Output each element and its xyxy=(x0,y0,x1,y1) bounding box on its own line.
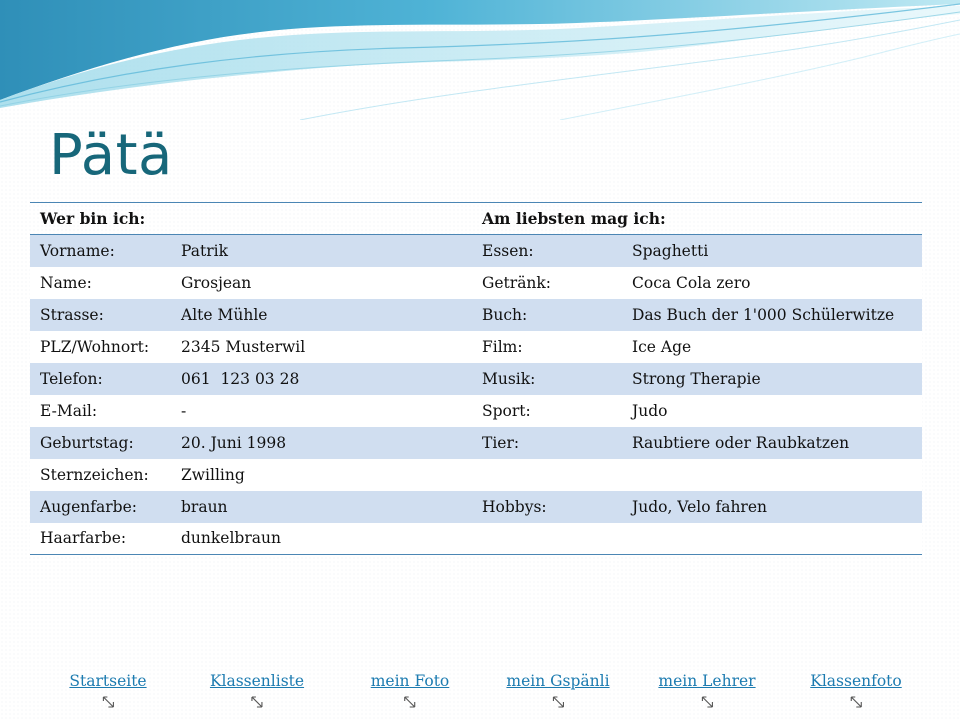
row-value-left: braun xyxy=(171,491,472,523)
row-label-right: Essen: xyxy=(472,235,622,267)
row-label-left: E-Mail: xyxy=(30,395,171,427)
row-label-right: Sport: xyxy=(472,395,622,427)
nav-link-label: mein Foto xyxy=(370,672,450,690)
row-label-right: Buch: xyxy=(472,299,622,331)
table-row xyxy=(30,235,922,267)
profile-table xyxy=(30,202,922,555)
pointer-arrow-icon xyxy=(849,695,863,709)
table-row xyxy=(30,267,922,299)
row-value-left: - xyxy=(171,395,472,427)
nav-link-label: mein Lehrer xyxy=(658,672,756,690)
nav-link-label: mein Gspänli xyxy=(506,672,610,690)
row-label-left: Augenfarbe: xyxy=(30,491,171,523)
header-who-am-i: Wer bin ich: xyxy=(30,203,472,235)
row-label-left: Geburtstag: xyxy=(30,427,171,459)
table-row xyxy=(30,331,922,363)
row-label-left: Telefon: xyxy=(30,363,171,395)
nav-link-klassenliste[interactable] xyxy=(210,670,304,709)
row-value-left: 2345 Musterwil xyxy=(171,331,472,363)
table-row xyxy=(30,363,922,395)
row-value-left: 20. Juni 1998 xyxy=(171,427,472,459)
header-wave-decoration xyxy=(0,0,960,120)
row-label-left: Vorname: xyxy=(30,235,171,267)
row-label-left: Haarfarbe: xyxy=(30,523,171,555)
pointer-arrow-icon xyxy=(250,695,264,709)
row-label-left: PLZ/Wohnort: xyxy=(30,331,171,363)
footer-navigation xyxy=(0,670,960,720)
row-label-right: Musik: xyxy=(472,363,622,395)
row-value-left: Patrik xyxy=(171,235,472,267)
nav-link-label: Klassenliste xyxy=(209,672,305,690)
row-label-right xyxy=(472,459,622,491)
table-header-row xyxy=(30,203,922,235)
table-row xyxy=(30,459,922,491)
row-label-right: Getränk: xyxy=(472,267,622,299)
row-value-left: Zwilling xyxy=(171,459,472,491)
nav-link-mein-lehrer[interactable] xyxy=(658,670,755,709)
pointer-arrow-icon xyxy=(551,695,565,709)
row-value-right: Coca Cola zero xyxy=(622,267,922,299)
row-value-left: 061 123 03 28 xyxy=(171,363,472,395)
header-favorites: Am liebsten mag ich: xyxy=(472,203,922,235)
row-label-right xyxy=(472,523,622,555)
table-row xyxy=(30,395,922,427)
row-value-right: Spaghetti xyxy=(622,235,922,267)
table-row xyxy=(30,491,922,523)
pointer-arrow-icon xyxy=(101,695,115,709)
row-value-right: Strong Therapie xyxy=(622,363,922,395)
row-label-right: Tier: xyxy=(472,427,622,459)
row-value-left: Grosjean xyxy=(171,267,472,299)
row-value-right xyxy=(622,523,922,555)
row-label-right: Film: xyxy=(472,331,622,363)
nav-link-klassenfoto[interactable] xyxy=(810,670,901,709)
table-row xyxy=(30,427,922,459)
row-value-right: Ice Age xyxy=(622,331,922,363)
row-value-left: dunkelbraun xyxy=(171,523,472,555)
nav-link-label: Startseite xyxy=(69,672,147,690)
row-value-right: Judo, Velo fahren xyxy=(622,491,922,523)
nav-link-label: Klassenfoto xyxy=(810,672,902,690)
row-label-left: Strasse: xyxy=(30,299,171,331)
row-value-left: Alte Mühle xyxy=(171,299,472,331)
row-value-right: Raubtiere oder Raubkatzen xyxy=(622,427,922,459)
row-value-right xyxy=(622,459,922,491)
nav-link-startseite[interactable] xyxy=(69,670,146,709)
row-value-right: Das Buch der 1'000 Schülerwitze xyxy=(622,299,922,331)
pointer-arrow-icon xyxy=(700,695,714,709)
row-label-right: Hobbys: xyxy=(472,491,622,523)
page-title: Pätä xyxy=(49,123,173,188)
pointer-arrow-icon xyxy=(403,695,417,709)
row-value-right: Judo xyxy=(622,395,922,427)
table-row xyxy=(30,299,922,331)
row-label-left: Name: xyxy=(30,267,171,299)
nav-link-mein-foto[interactable] xyxy=(371,670,450,709)
nav-link-mein-gspaenli[interactable] xyxy=(506,670,609,709)
table-row xyxy=(30,523,922,555)
row-label-left: Sternzeichen: xyxy=(30,459,171,491)
